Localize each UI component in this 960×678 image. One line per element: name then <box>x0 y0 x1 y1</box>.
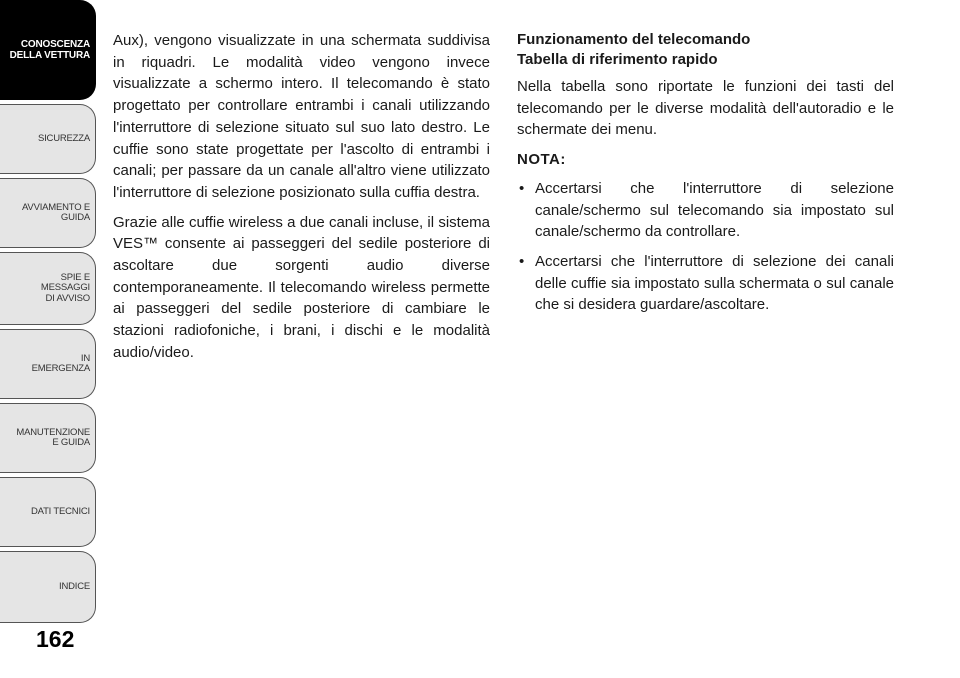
list-item: • Accertarsi che l'interruttore di selezione dei canali delle cuffie sia impostato sulla schermata o sul canale che si desidera guardare/ascoltare. <box>517 251 894 316</box>
tab-avviamento-e-guida[interactable]: AVVIAMENTO E GUIDA <box>0 178 96 248</box>
page-number: 162 <box>36 626 75 652</box>
tab-indice[interactable]: INDICE <box>0 551 96 623</box>
tab-manutenzione-e-guida[interactable]: MANUTENZIONE E GUIDA <box>0 403 96 473</box>
body-paragraph: Nella tabella sono riportate le funzioni dei tasti del telecomando per le diverse modalità dell'autoradio e le schermate dei menu. <box>517 78 894 139</box>
right-column <box>517 30 894 324</box>
body-paragraph: Aux), vengono visualizzate in una schermata suddivisa in riquadri. Le modalità video vengono invece visualizzate a schermo intero. Il telecomando è stato progettato per controllare entrambi i canali utilizzando l'interruttore di selezione situato sul suo lato destro. Le cuffie sono state progettate per l'ascolto di entrambi i canali; per passare da un canale all'altro viene utilizzato l'interruttore di selezione posizionato sulla cuffia destra. <box>113 32 490 201</box>
left-column <box>113 30 490 372</box>
tab-spie-e-messaggi[interactable]: SPIE E MESSAGGI DI AVVISO <box>0 252 96 325</box>
chapter-tabs <box>0 0 100 630</box>
tab-dati-tecnici[interactable]: DATI TECNICI <box>0 477 96 547</box>
tab-conoscenza-della-vettura[interactable]: CONOSCENZA DELLA VETTURA <box>0 0 96 100</box>
section-subheading: Tabella di riferimento rapido <box>517 51 718 68</box>
note-list <box>517 178 894 316</box>
list-item: • Accertarsi che l'interruttore di selezione canale/schermo sul telecomando sia impostato sul canale/schermo da controllare. <box>517 178 894 243</box>
tab-in-emergenza[interactable]: IN EMERGENZA <box>0 329 96 399</box>
section-heading: Funzionamento del telecomando <box>517 31 751 48</box>
body-paragraph: Grazie alle cuffie wireless a due canali incluse, il sistema VES™ consente ai passeggeri del sedile posteriore di ascoltare due sorgenti audio diverse contemporaneamente. Il telecomando wireless permette ai passeggeri del sedile posteriore di cambiare le stazioni radiofoniche, i brani, i dischi e le modalità audio/video. <box>113 213 490 361</box>
note-label: NOTA: <box>517 151 566 169</box>
tab-sicurezza[interactable]: SICUREZZA <box>0 104 96 174</box>
